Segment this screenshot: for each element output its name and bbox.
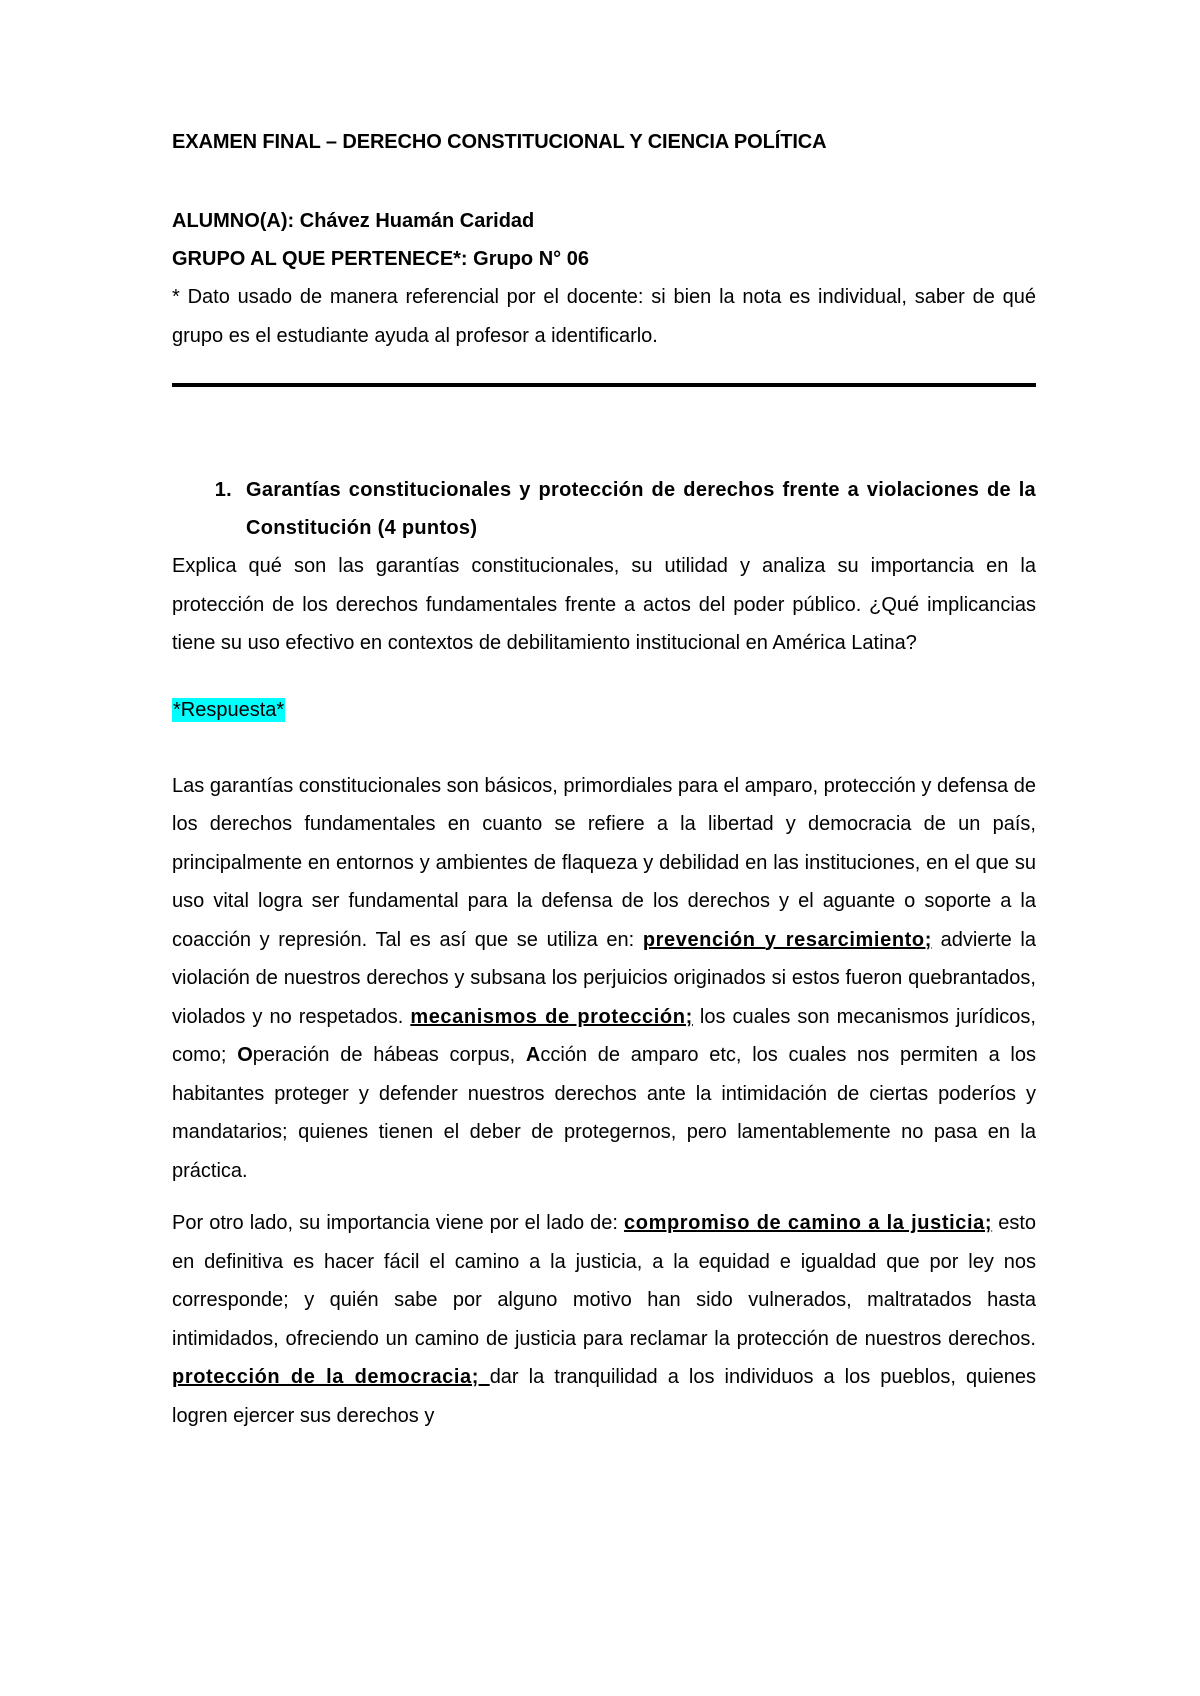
keyword-prevencion: prevención y resarcimiento; [642, 928, 932, 951]
question-heading [172, 471, 1036, 547]
answer-label-highlight: *Respuesta* [173, 698, 285, 721]
answer-p1-part-b: los cuales son mecanismos jurídicos, como; [172, 1005, 1036, 1066]
question-title: Garantías constitucionales y protección de derechos frente a violaciones de la Constitución (4 puntos) [246, 479, 1036, 539]
answer-p2-part-a: esto en definitiva es hacer fácil el camino a la justicia, a la equidad e igualdad que por ley nos corresponde; y quién sabe por alguno motivo han sido vulnerados, maltratados hasta intimidados, ofreciendo un camino de justicia para reclamar la protección de nuestros derechos. [172, 1212, 1036, 1350]
student-info [172, 202, 1036, 355]
question-number: 1. [214, 479, 232, 501]
bold-initial-a: A [525, 1044, 541, 1066]
answer-p2-intro: Por otro lado, su importancia viene por el lado de: [172, 1212, 625, 1234]
student-name-line: ALUMNO(A): Chávez Huamán Caridad [172, 210, 535, 232]
keyword-democracia: protección de la democracia; [172, 1366, 490, 1388]
answer-p1-part-d: cción de amparo etc, los cuales nos permiten a los habitantes proteger y defender nuestros derechos ante la intimidación de ciertas poderíos y mandatarios; quienes tienen el deber de protegernos, pero lamentablemente no pasa en la práctica. [172, 1044, 1036, 1182]
answer-p1-part-c: peración de hábeas corpus, [252, 1044, 526, 1066]
question-prompt: Explica qué son las garantías constitucionales, su utilidad y analiza su importancia en la protección de los derechos fundamentales frente a actos del poder público. ¿Qué implicancias tiene su uso efectivo en contextos de debilitamiento institucional en América Latina? [172, 555, 1036, 654]
bold-initial-o: O [237, 1044, 253, 1066]
keyword-compromiso: compromiso de camino a la justicia; [624, 1212, 993, 1234]
exam-title: EXAMEN FINAL – DERECHO CONSTITUCIONAL Y CIENCIA POLÍTICA [172, 131, 827, 153]
separator-rule [172, 383, 1036, 387]
answer-p1-part-a: advierte la violación de nuestros derechos y subsana los perjuicios originados si estos fueron quebrantados, violados y no respetados. [172, 928, 1036, 1028]
answer-p1-intro: Las garantías constitucionales son básicos, primordiales para el amparo, protección y defensa de los derechos fundamentales en cuanto se refiere a la libertad y democracia de un país, principalmente en entornos y ambientes de flaqueza y debilidad en las instituciones, en el que su uso vital logra ser fundamental para la defensa de los derechos y el aguante o soporte a la coacción y represión. Tal es así que se utiliza en: [172, 774, 1036, 951]
answer-paragraph-1 [172, 767, 1036, 1191]
answer-label [172, 697, 1036, 723]
group-note: * Dato usado de manera referencial por el docente: si bien la nota es individual, saber de qué grupo es el estudiante ayuda al profesor a identificarlo. [172, 286, 1036, 347]
document-page [172, 130, 1036, 1435]
group-line: GRUPO AL QUE PERTENECE*: Grupo N° 06 [172, 248, 589, 270]
keyword-mecanismos: mecanismos de protección; [410, 1005, 693, 1028]
answer-paragraph-2 [172, 1204, 1036, 1435]
answer-p2-part-b: dar la tranquilidad a los individuos a los pueblos, quienes logren ejercer sus derechos y [172, 1366, 1037, 1427]
